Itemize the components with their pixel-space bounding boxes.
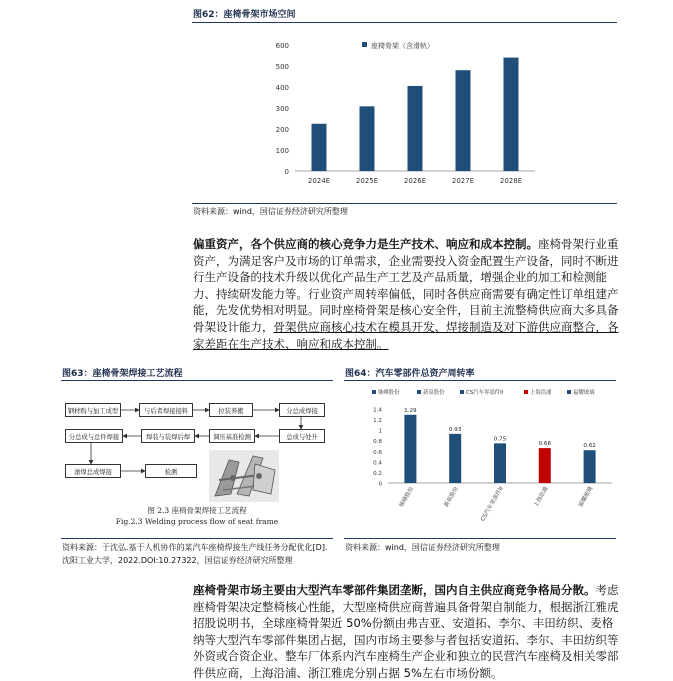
flow-step-9: 滚焊总成焊接 <box>65 464 121 478</box>
flow-step-1: 钢材购与加工成型 <box>65 403 121 417</box>
x-tick-label: 2026E <box>403 177 427 185</box>
legend-swatch <box>524 390 528 394</box>
y-tick-label: 400 <box>275 84 289 92</box>
fig63-title: 图63：座椅骨架焊接工艺流程 <box>62 369 183 379</box>
paragraph-asset-heavy <box>193 236 621 352</box>
flow-step-3: 拉装养搬 <box>209 403 253 417</box>
y-tick-label: 300 <box>275 105 289 113</box>
flowchart-caption-cn: 图 2.3 座椅骨架焊接工艺流程 <box>147 506 247 515</box>
y-tick-label: 600 <box>275 42 289 50</box>
fig63-bottom-rule <box>61 538 333 539</box>
legend-label: 新泉股份 <box>423 390 445 396</box>
fig63-top-rule <box>61 380 333 381</box>
bar-2027E <box>456 70 471 171</box>
x-axis-labels <box>397 485 595 523</box>
flow-step-10: 检测 <box>145 464 197 478</box>
x-tick-label: 2028E <box>499 177 523 185</box>
paragraph-competition <box>193 582 621 681</box>
legend-label: 继峰股份 <box>378 390 400 396</box>
fig64-source: 资料来源：wind，国信证券经济研究所整理 <box>345 543 500 552</box>
y-tick-label: 0 <box>284 168 289 176</box>
bar-上海沿浦 <box>539 448 551 483</box>
bar-CS汽车零部件II <box>494 443 506 483</box>
legend-label: 座椅骨架（含滑轨） <box>371 42 434 50</box>
bar-2026E <box>408 86 423 171</box>
data-label: 1.29 <box>404 407 417 414</box>
flow-step-2: 与后者焊接接料 <box>139 403 193 417</box>
fig62-top-rule <box>192 22 617 23</box>
x-tick-label: CS汽车零部件II <box>480 486 505 523</box>
data-label: 0.75 <box>493 436 507 443</box>
x-tick-label: 继峰股份 <box>398 486 416 509</box>
fig62-source: 资料来源：wind，国信证券经济研究所整理 <box>193 207 348 216</box>
legend-label: 福耀玻璃 <box>573 390 595 396</box>
y-tick-label: 0.8 <box>373 439 382 446</box>
legend-label: 上海沿浦 <box>530 390 552 396</box>
flow-step-4: 分总成焊接 <box>279 403 325 417</box>
bars <box>312 58 519 171</box>
bar-新泉股份 <box>449 434 461 483</box>
y-tick-label: 0.6 <box>373 449 382 456</box>
y-tick-label: 0 <box>378 481 382 488</box>
legend-swatch <box>372 390 376 394</box>
fig64-top-rule <box>344 380 616 381</box>
legend-label: CS汽车零部件II <box>466 390 504 396</box>
bar-继峰股份 <box>404 415 416 483</box>
y-tick-label: 1.2 <box>373 418 382 425</box>
flow-step-7: 调压基准检测 <box>209 429 255 443</box>
welding-flowchart <box>61 384 333 534</box>
bar-福耀玻璃 <box>584 450 596 483</box>
legend-swatch <box>417 390 421 394</box>
bar-2028E <box>504 58 519 171</box>
legend-swatch <box>567 390 571 394</box>
fig62-bottom-rule <box>192 203 617 204</box>
bar-2024E <box>312 124 327 171</box>
fig64-title: 图64：汽车零部件总资产周转率 <box>345 369 475 379</box>
y-tick-label: 1 <box>378 428 382 435</box>
paragraph-lead-sentence: 偏重资产，各个供应商的核心竞争力是生产技术、响应和成本控制。 <box>193 237 538 251</box>
legend <box>362 41 434 50</box>
seat-frame-photo <box>209 450 279 502</box>
paragraph-body: 座椅骨架行业重资产，为满足客户及市场的订单需求，企业需要投入资金配置生产设备，同时不断进行生产设备的技术升级以优化产品生产工艺及产品质量，增强企业的加工和检测能力、持续研发能力等。行业资产周转率偏低，同时各供应商需要有确定性订单组建产能，先发优势相对明显。同时座椅骨架是核心安全件，目前主流整椅供应商大多具备骨架设计能力， <box>193 237 619 334</box>
data-label: 0.93 <box>448 426 462 433</box>
y-tick-label: 1.4 <box>373 407 382 414</box>
y-tick-label: 0.2 <box>373 470 382 477</box>
legend <box>372 388 595 396</box>
bar-2025E <box>360 106 375 171</box>
market-space-chart <box>190 24 620 204</box>
data-label: 0.66 <box>538 441 552 448</box>
fig64-bottom-rule <box>344 538 616 539</box>
asset-turnover-chart <box>342 382 617 540</box>
paragraph-lead-sentence: 座椅骨架市场主要由大型汽车零部件集团垄断，国内自主供应商竞争格局分散。 <box>193 583 596 597</box>
x-axis-labels <box>308 177 522 185</box>
legend-swatch <box>460 390 464 394</box>
x-tick-label: 2024E <box>307 177 331 185</box>
x-tick-label: 上海沿浦 <box>533 486 550 509</box>
paragraph-underlined-text: 骨架供应商核心技术在模具开发、焊接制造及对下游供应商整合，各家差距在生产技术、响应和成本控制。 <box>193 319 619 351</box>
flow-step-5: 分总成与总件焊接 <box>65 429 123 443</box>
flow-step-6: 焊装与装焊后焊 <box>141 429 195 443</box>
legend-swatch <box>362 42 367 47</box>
x-tick-label: 新泉股份 <box>443 486 460 509</box>
y-tick-label: 200 <box>275 126 289 134</box>
y-tick-label: 500 <box>275 63 289 71</box>
paragraph-body: 考虑座椅骨架决定整椅核心性能，大型座椅供应商普遍具备骨架自制能力，根据浙江雅虎招股说明书，全球座椅骨架近 50%份额由弗吉亚、安道拓、李尔、丰田纺织、麦格纳等大型汽车零部件集团占据，国内市场主要参与者包括安道拓、李尔、丰田纺织等外资或合资企业、整车厂体系内汽车座椅生产企业和独立的民营汽车座椅及相关零部件供应商，上海沿浦、浙江雅虎分别占据 5%左右市场份额。 <box>193 583 619 680</box>
x-tick-label: 福耀玻璃 <box>577 486 595 509</box>
flow-step-8: 总成与处升 <box>279 429 325 443</box>
fig63-source: 资料来源：于沈弘.基于人机协作的某汽车座椅焊接生产线任务分配优化[D].沈阳工业大学，2022.DOI:10.27322，国信证券经济研究所整理 <box>62 543 328 565</box>
data-label: 0.62 <box>583 443 596 450</box>
x-tick-label: 2025E <box>355 177 379 185</box>
fig62-title: 图62：座椅骨架市场空间 <box>193 10 296 20</box>
bars <box>404 408 596 483</box>
x-tick-label: 2027E <box>451 177 475 185</box>
y-tick-label: 100 <box>275 147 289 155</box>
y-tick-label: 0.4 <box>373 460 382 467</box>
flowchart-caption-en: Fig.2.3 Welding process flow of seat frame <box>115 517 279 526</box>
